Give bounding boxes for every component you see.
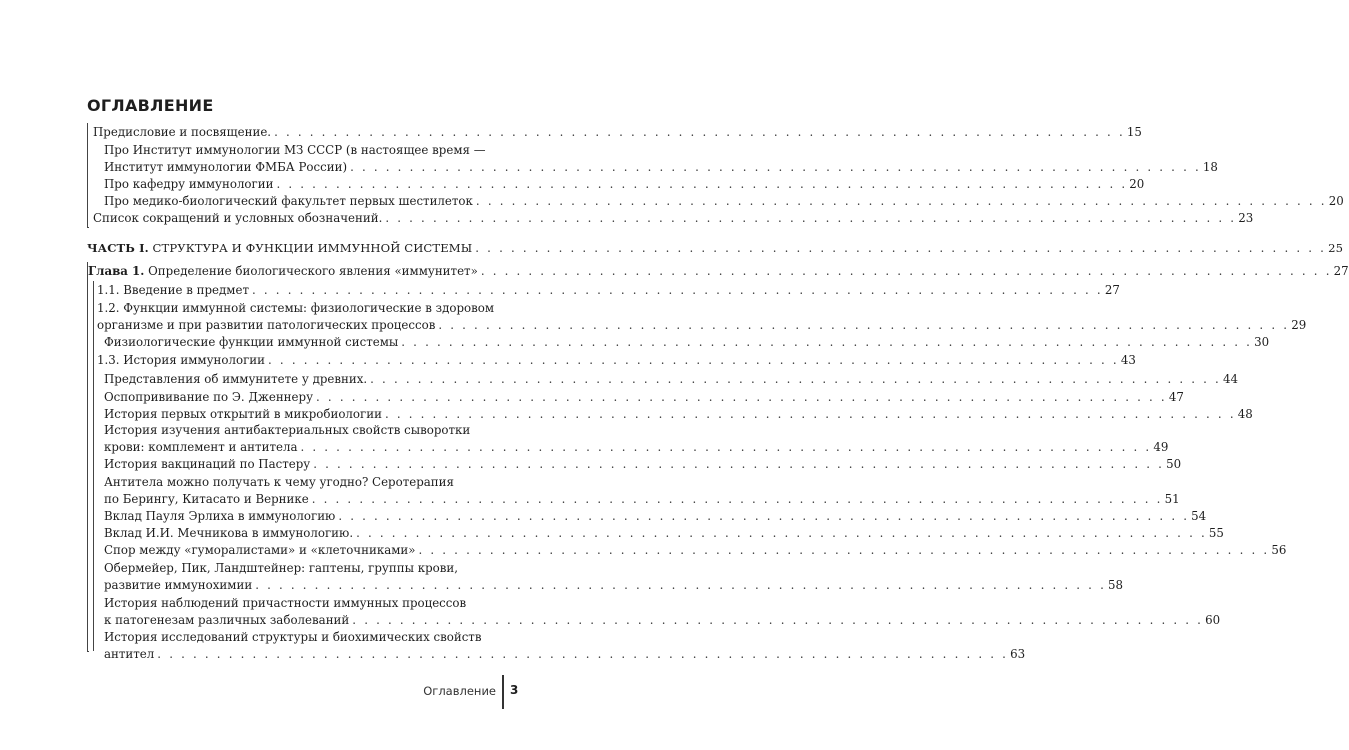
- entry-page: 43: [1120, 353, 1136, 367]
- page-number: 3: [510, 683, 519, 697]
- entry-page: 30: [1254, 335, 1270, 349]
- entry-title-line2: к патогенезам различных заболеваний: [104, 613, 350, 627]
- leader-dots: . . . . . . . . . . . . . . . . . . . . . . . . . . . . . . . . . . . . . . . . . . . . . . . . . . . . . . . . . . . . . . . . . . . . . . . .: [370, 372, 1221, 386]
- leader-dots: . . . . . . . . . . . . . . . . . . . . . . . . . . . . . . . . . . . . . . . . . . . . . . . . . . . . . . . . . . . . . . . . . . . . . . . .: [352, 613, 1204, 627]
- entry-page: 51: [1164, 492, 1180, 506]
- entry-title-line1: Обермейер, Пик, Ландштейнер: гаптены, группы крови,: [104, 561, 458, 575]
- entry-page: 56: [1271, 543, 1287, 557]
- entry-title: История вакцинаций по Пастеру: [104, 457, 311, 471]
- leader-dots: . . . . . . . . . . . . . . . . . . . . . . . . . . . . . . . . . . . . . . . . . . . . . . . . . . . . . . . . . . . . . . . . . . . . . . . .: [475, 241, 1327, 255]
- entry-page: 29: [1291, 318, 1307, 332]
- leader-dots: . . . . . . . . . . . . . . . . . . . . . . . . . . . . . . . . . . . . . . . . . . . . . . . . . . . . . . . . . . . . . . . . . . . . . . . .: [356, 526, 1207, 540]
- toc-entry-history-5[interactable]: [104, 456, 1182, 473]
- leader-dots: . . . . . . . . . . . . . . . . . . . . . . . . . . . . . . . . . . . . . . . . . . . . . . . . . . . . . . . . . . . . . . . . . . . . . . . .: [252, 283, 1103, 297]
- entry-page: 18: [1202, 160, 1218, 174]
- toc-entry-history-2[interactable]: [104, 389, 1184, 406]
- entry-page: 50: [1166, 457, 1182, 471]
- toc-entry-chapter1[interactable]: [88, 263, 1349, 280]
- toc-entry-history-3[interactable]: [104, 406, 1253, 423]
- leader-dots: . . . . . . . . . . . . . . . . . . . . . . . . . . . . . . . . . . . . . . . . . . . . . . . . . . . . . . . . . . . . . . . . . . . . . . . .: [313, 457, 1165, 471]
- leader-dots: . . . . . . . . . . . . . . . . . . . . . . . . . . . . . . . . . . . . . . . . . . . . . . . . . . . . . . . . . . . . . . . . . . . . . . . .: [438, 318, 1290, 332]
- entry-title: Спор между «гуморалистами» и «клеточниками»: [104, 543, 416, 557]
- entry-title-line1: История наблюдений причастности иммунных процессов: [104, 596, 467, 610]
- entry-page: 15: [1126, 125, 1142, 139]
- entry-title: Оспопрививание по Э. Дженнеру: [104, 390, 314, 404]
- entry-title: 1.1. Введение в предмет: [97, 283, 249, 297]
- entry-title-line2: по Берингу, Китасато и Вернике: [104, 492, 309, 506]
- entry-page: 27: [1104, 283, 1120, 297]
- leader-dots: . . . . . . . . . . . . . . . . . . . . . . . . . . . . . . . . . . . . . . . . . . . . . . . . . . . . . . . . . . . . . . . . . . . . . . . .: [350, 160, 1201, 174]
- entry-page: 27: [1333, 264, 1349, 278]
- entry-page: 48: [1237, 407, 1253, 421]
- leader-dots: . . . . . . . . . . . . . . . . . . . . . . . . . . . . . . . . . . . . . . . . . . . . . . . . . . . . . . . . . . . . . . . . . . . . . . . .: [385, 211, 1237, 225]
- entry-title: Предисловие и посвящение.: [93, 125, 272, 139]
- entry-page: 23: [1238, 211, 1254, 225]
- entry-title-line2: организме и при развитии патологических процессов: [97, 318, 436, 332]
- chapter-label: Глава 1.: [88, 264, 145, 278]
- front-matter-box: [87, 123, 89, 228]
- entry-title-line1: Про Институт иммунологии МЗ СССР (в настоящее время —: [104, 143, 486, 157]
- entry-title: 1.3. История иммунологии: [97, 353, 266, 367]
- entry-title: Вклад И.И. Мечникова в иммунологию.: [104, 526, 354, 540]
- chapter-box: [87, 262, 89, 652]
- entry-page: 55: [1208, 526, 1224, 540]
- leader-dots: . . . . . . . . . . . . . . . . . . . . . . . . . . . . . . . . . . . . . . . . . . . . . . . . . . . . . . . . . . . . . . . . . . . . . . . .: [268, 353, 1119, 367]
- toc-entry-history-10[interactable]: [104, 560, 1124, 594]
- part-label: ЧАСТЬ I.: [87, 241, 149, 255]
- entry-title-line1: История исследований структуры и биохимических свойств: [104, 630, 482, 644]
- entry-page: 49: [1153, 440, 1169, 454]
- entry-page: 25: [1328, 241, 1344, 255]
- toc-entry-history-6[interactable]: [104, 474, 1180, 508]
- entry-page: 20: [1129, 177, 1145, 191]
- leader-dots: . . . . . . . . . . . . . . . . . . . . . . . . . . . . . . . . . . . . . . . . . . . . . . . . . . . . . . . . . . . . . . . . . . . . . . . .: [384, 407, 1236, 421]
- entry-title-line1: Антитела можно получать к чему угодно? Серотерапия: [104, 475, 454, 489]
- entry-title: Про медико-биологический факультет первых шестилеток: [104, 194, 473, 208]
- toc-entry-history-9[interactable]: [104, 542, 1287, 559]
- toc-entry-department[interactable]: [104, 176, 1145, 193]
- entry-title: Представления об иммунитете у древних.: [104, 372, 368, 386]
- footer-divider: [502, 675, 504, 709]
- entry-page: 54: [1191, 509, 1207, 523]
- toc-entry-history-1[interactable]: [104, 371, 1239, 388]
- entry-page: 47: [1168, 390, 1184, 404]
- toc-entry-abbreviations[interactable]: [93, 210, 1254, 227]
- leader-dots: . . . . . . . . . . . . . . . . . . . . . . . . . . . . . . . . . . . . . . . . . . . . . . . . . . . . . . . . . . . . . . . . . . . . . . . .: [418, 543, 1270, 557]
- toc-entry-1-2-sub[interactable]: [104, 334, 1270, 351]
- leader-dots: . . . . . . . . . . . . . . . . . . . . . . . . . . . . . . . . . . . . . . . . . . . . . . . . . . . . . . . . . . . . . . . . . . . . . . . .: [274, 125, 1125, 139]
- toc-entry-history-7[interactable]: [104, 508, 1207, 525]
- entry-title-line2: Институт иммунологии ФМБА России): [104, 160, 348, 174]
- entry-title: Список сокращений и условных обозначений.: [93, 211, 383, 225]
- toc-entry-1-2[interactable]: [97, 300, 1307, 334]
- leader-dots: . . . . . . . . . . . . . . . . . . . . . . . . . . . . . . . . . . . . . . . . . . . . . . . . . . . . . . . . . . . . . . . . . . . . . . . .: [300, 440, 1152, 454]
- toc-entry-institute[interactable]: [104, 142, 1218, 176]
- entry-page: 44: [1223, 372, 1239, 386]
- entry-title: Физиологические функции иммунной системы: [104, 335, 399, 349]
- toc-entry-preface[interactable]: [93, 124, 1142, 141]
- entry-page: 60: [1205, 613, 1221, 627]
- entry-title-line2: развитие иммунохимии: [104, 578, 253, 592]
- chapter-title: Определение биологического явления «иммунитет»: [148, 264, 478, 278]
- leader-dots: . . . . . . . . . . . . . . . . . . . . . . . . . . . . . . . . . . . . . . . . . . . . . . . . . . . . . . . . . . . . . . . . . . . . . . . .: [480, 264, 1332, 278]
- leader-dots: . . . . . . . . . . . . . . . . . . . . . . . . . . . . . . . . . . . . . . . . . . . . . . . . . . . . . . . . . . . . . . . . . . . . . . . .: [338, 509, 1190, 523]
- leader-dots: . . . . . . . . . . . . . . . . . . . . . . . . . . . . . . . . . . . . . . . . . . . . . . . . . . . . . . . . . . . . . . . . . . . . . . . .: [475, 194, 1327, 208]
- part-title: СТРУКТУРА И ФУНКЦИИ ИММУННОЙ СИСТЕМЫ: [152, 241, 473, 255]
- toc-entry-1-3[interactable]: [97, 352, 1136, 369]
- toc-heading: ОГЛАВЛЕНИЕ: [87, 96, 214, 115]
- entry-title: История первых открытий в микробиологии: [104, 407, 382, 421]
- section-box: [93, 281, 95, 651]
- entry-title-line2: крови: комплемент и антитела: [104, 440, 298, 454]
- entry-title-line2: антител: [104, 647, 155, 661]
- entry-title-line1: История изучения антибактериальных свойств сыворотки: [104, 423, 471, 437]
- leader-dots: . . . . . . . . . . . . . . . . . . . . . . . . . . . . . . . . . . . . . . . . . . . . . . . . . . . . . . . . . . . . . . . . . . . . . . . .: [401, 335, 1253, 349]
- toc-entry-history-12[interactable]: [104, 629, 1026, 663]
- leader-dots: . . . . . . . . . . . . . . . . . . . . . . . . . . . . . . . . . . . . . . . . . . . . . . . . . . . . . . . . . . . . . . . . . . . . . . . .: [157, 647, 1009, 661]
- leader-dots: . . . . . . . . . . . . . . . . . . . . . . . . . . . . . . . . . . . . . . . . . . . . . . . . . . . . . . . . . . . . . . . . . . . . . . . .: [255, 578, 1107, 592]
- leader-dots: . . . . . . . . . . . . . . . . . . . . . . . . . . . . . . . . . . . . . . . . . . . . . . . . . . . . . . . . . . . . . . . . . . . . . . . .: [311, 492, 1163, 506]
- entry-title: Про кафедру иммунологии: [104, 177, 274, 191]
- toc-entry-faculty[interactable]: [104, 193, 1344, 210]
- leader-dots: . . . . . . . . . . . . . . . . . . . . . . . . . . . . . . . . . . . . . . . . . . . . . . . . . . . . . . . . . . . . . . . . . . . . . . . .: [316, 390, 1167, 404]
- entry-title-line1: 1.2. Функции иммунной системы: физиологические в здоровом: [97, 301, 495, 315]
- running-footer-label: Оглавление: [423, 684, 496, 698]
- toc-entry-history-4[interactable]: [104, 422, 1169, 456]
- toc-entry-history-8[interactable]: [104, 525, 1224, 542]
- entry-page: 58: [1108, 578, 1124, 592]
- entry-title: Вклад Пауля Эрлиха в иммунологию: [104, 509, 336, 523]
- entry-page: 20: [1328, 194, 1344, 208]
- leader-dots: . . . . . . . . . . . . . . . . . . . . . . . . . . . . . . . . . . . . . . . . . . . . . . . . . . . . . . . . . . . . . . . . . . . . . . . .: [276, 177, 1128, 191]
- entry-page: 63: [1010, 647, 1026, 661]
- toc-entry-history-11[interactable]: [104, 595, 1221, 629]
- toc-entry-1-1[interactable]: [97, 282, 1120, 299]
- toc-entry-part1[interactable]: [87, 240, 1344, 257]
